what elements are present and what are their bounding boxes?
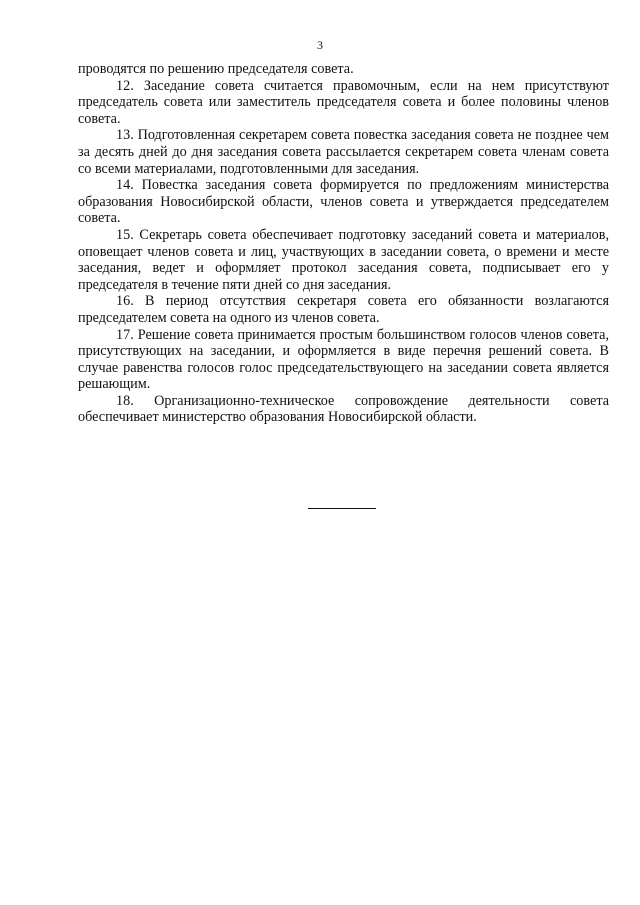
paragraph-16: 16. В период отсутствия секретаря совета его обязанности возлагаются председателем совета на одного из членов совета. [78,293,609,326]
paragraph-13: 13. Подготовленная секретарем совета повестка заседания совета не позднее чем за десять дней до дня заседания совета рассылается секретарем совета членам совета со всеми материалами, подготовленными для заседания. [78,127,609,177]
paragraph-17: 17. Решение совета принимается простым большинством голосов членов совета, присутствующих на заседании, и оформляется в виде перечня решений совета. В случае равенства голосов голос председательствующего на заседании совета является решающим. [78,326,609,393]
paragraph-14: 14. Повестка заседания совета формируется по предложениям министерства образования Новосибирской области, членов совета и утверждается председателем совета. [78,177,609,227]
paragraph-18: 18. Организационно-техническое сопровождение деятельности совета обеспечивает министерство образования Новосибирской области. [78,392,609,426]
document-body [78,61,609,426]
page-number: 3 [317,38,323,52]
end-of-document-rule [308,508,376,509]
paragraph-15: 15. Секретарь совета обеспечивает подготовку заседаний совета и материалов, оповещает членов совета и лиц, участвующих в заседании совета, о времени и месте заседания, ведет и оформляет протокол заседания совета, подписывает его у председателя в течение пяти дней со дня заседания. [78,226,609,293]
paragraph-continuation: проводятся по решению председателя совета. [78,61,354,77]
paragraph-12: 12. Заседание совета считается правомочным, если на нем присутствуют председатель совета или заместитель председателя совета и более половины членов совета. [78,77,609,127]
